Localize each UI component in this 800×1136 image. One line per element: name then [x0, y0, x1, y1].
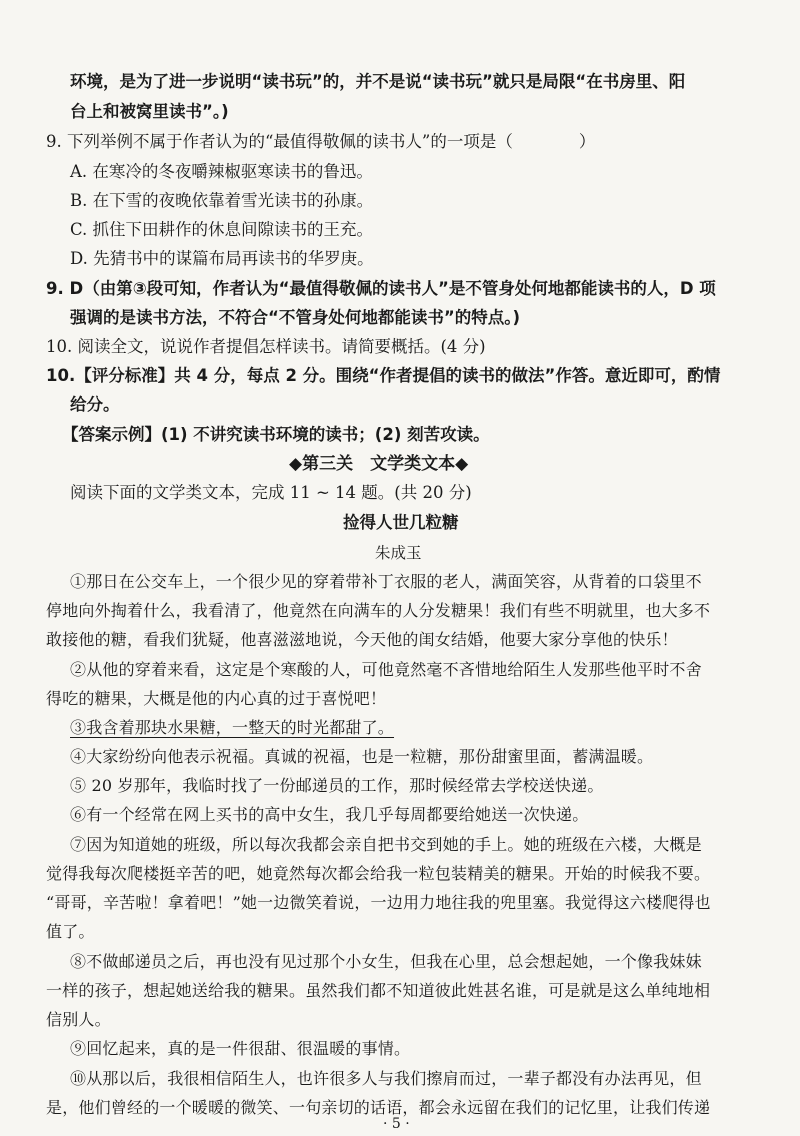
text-line: ②从他的穿着来看，这定是个寒酸的人，可他竟然毫不吝惜地给陌生人发那些他平时不舍 [70, 660, 702, 679]
text-line: 强调的是读书方法，不符合“不管身处何地都能读书”的特点。) [70, 308, 520, 327]
text-line: 朱成玉 [375, 544, 422, 562]
text-line: 阅读下面的文学类文本，完成 11 ~ 14 题。(共 20 分) [70, 483, 472, 502]
text-line: C. 抓住下田耕作的休息间隙读书的王充。 [70, 220, 374, 239]
text-line: 9. 下列举例不属于作者认为的“最值得敬佩的读书人”的一项是（ ） [46, 132, 596, 151]
text-line: 是，他们曾经的一个暖暖的微笑、一句亲切的话语，都会永远留在我们的记忆里，让我们传递 [46, 1098, 711, 1117]
text-line: ③我含着那块水果糖，一整天的时光都甜了。 [70, 718, 395, 737]
text-line: B. 在下雪的夜晚依靠着雪光读书的孙康。 [70, 191, 374, 210]
text-line: ◆第三关 文学类文本◆ [289, 454, 469, 474]
text-line: 觉得我每次爬楼挺辛苦的吧，她竟然每次都会给我一粒包装精美的糖果。开始的时候我不要。 [46, 864, 711, 883]
text-line: D. 先猜书中的谋篇布局再读书的华罗庚。 [70, 249, 374, 268]
text-line: ④大家纷纷向他表示祝福。真诚的祝福，也是一粒糖，那份甜蜜里面，蓄满温暖。 [70, 747, 654, 766]
text-line: A. 在寒冷的冬夜嚼辣椒驱寒读书的鲁迅。 [70, 162, 373, 181]
text-line: 【答案示例】(1) 不讲究读书环境的读书；(2) 刻苦攻读。 [62, 425, 490, 444]
text-line: ⑧不做邮递员之后，再也没有见过那个小女生，但我在心里，总会想起她，一个像我妹妹 [70, 952, 702, 971]
text-line: 10. 阅读全文，说说作者提倡怎样读书。请简要概括。(4 分) [46, 337, 486, 356]
text-line: 10.【评分标准】共 4 分，每点 2 分。围绕“作者提倡的读书的做法”作答。意近即可，酌情 [46, 366, 721, 385]
text-line: ⑤ 20 岁那年，我临时找了一份邮递员的工作，那时候经常去学校送快递。 [70, 776, 604, 795]
text-line: ①那日在公交车上，一个很少见的穿着带补丁衣服的老人，满面笑容，从背着的口袋里不 [70, 572, 702, 591]
text-line: “哥哥，辛苦啦！拿着吧！”她一边微笑着说，一边用力地往我的兜里塞。我觉得这六楼爬得也 [46, 893, 711, 912]
page-number: · 5 · [383, 1116, 410, 1132]
text-line: 捡得人世几粒糖 [343, 513, 459, 532]
text-line: ⑩从那以后，我很相信陌生人，也许很多人与我们擦肩而过，一辈子都没有办法再见，但 [70, 1069, 702, 1088]
text-line: 值了。 [46, 922, 95, 941]
text-line: 台上和被窝里读书”。) [70, 102, 229, 121]
text-line: 停地向外掏着什么，我看清了，他竟然在向满车的人分发糖果！我们有些不明就里，也大多不 [46, 601, 711, 620]
text-line: 9. D（由第③段可知，作者认为“最值得敬佩的读书人”是不管身处何地都能读书的人，D 项 [46, 279, 716, 298]
text-line: 环境，是为了进一步说明“读书玩”的，并不是说“读书玩”就只是局限“在书房里、阳 [70, 72, 686, 91]
text-line: 一样的孩子，想起她送给我的糖果。虽然我们都不知道彼此姓甚名谁，可是就是这么单纯地相 [46, 981, 711, 1000]
text-line: ⑥有一个经常在网上买书的高中女生，我几乎每周都要给她送一次快递。 [70, 805, 589, 824]
text-line: ⑦因为知道她的班级，所以每次我都会亲自把书交到她的手上。她的班级在六楼，大概是 [70, 835, 702, 854]
text-line: 得吃的糖果，大概是他的内心真的过于喜悦吧！ [46, 689, 387, 708]
text-line: 给分。 [70, 395, 120, 414]
text-line: ⑨回忆起来，真的是一件很甜、很温暖的事情。 [70, 1039, 411, 1058]
text-line: 信别人。 [46, 1010, 111, 1029]
text-line: 敢接他的糖，看我们犹疑，他喜滋滋地说，今天他的闺女结婚，他要大家分享他的快乐！ [46, 630, 678, 649]
